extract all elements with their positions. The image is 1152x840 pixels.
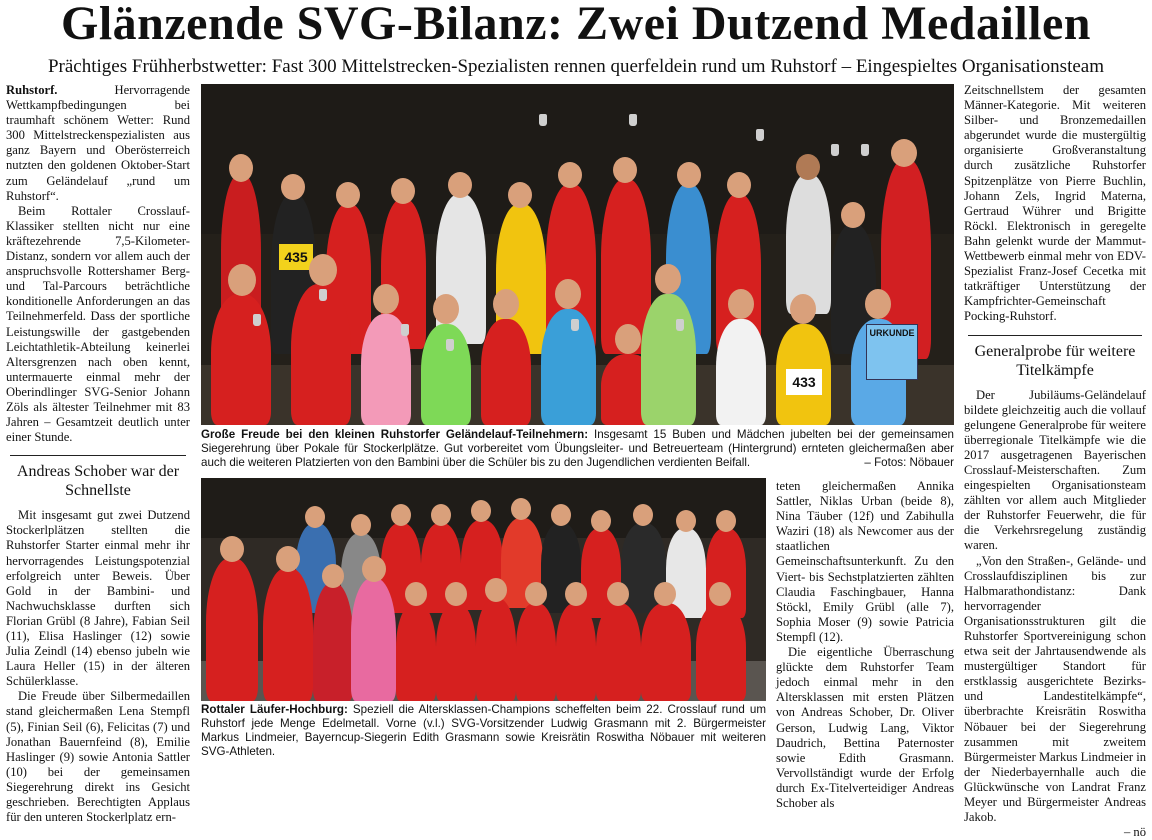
photo-1-caption (201, 428, 954, 470)
headline: Glänzende SVG-Bilanz: Zwei Dutzend Medaillen (61, 0, 1091, 50)
section-title-schober: Andreas Schober war der Schnellste (10, 455, 186, 500)
photo-2-caption-title: Rottaler Läufer-Hochburg: (201, 703, 348, 716)
paragraph-2: Beim Rottaler Crosslauf-Klassiker stellten nicht nur eine kräftezehrende 7,5-Kilometer-Distanz, sondern vor allem auch der anspruchsvolle Rottershamer Berg- und Tal-Parcours beträchtliche konditionelle Anforderungen an das Teilnehmerfeld. Dass der sportliche Leistungswille der gastgebenden Leichtathletik-Abteilung keinerlei Altersgrenzen nach oben kennt, untermauerte einmal mehr der Oberindlinger SVG-Senior Johann Zöls als ältester Teilnehmer mit 83 Jahren – Gesamtzeit deutlich unter einer Stunde. (6, 203, 190, 445)
col4-paragraph-3: „Von den Straßen-, Gelände- und Crosslaufdisziplinen bis zur Halbmarathondistanz: Dank hervorragender Organisationsstrukturen gilt die Ruhstorfer Sportvereinigung schon etwa seit der Jahrtausendwende als mustergültiger Standort für erstklassig ausgerichtete Bezirks- und Landestitelkämpfe“, überbrachte Kreisrätin Roswitha Nöbauer bei der Siegerehrung zusammen mit zweitem Bürgermeister Markus Lindmeier in der Niederbayernhalle auch die Glückwünsche von Landrat Franz Meyer und Bürgermeister Andreas Jakob. (964, 553, 1146, 825)
bib-433: 433 (786, 369, 822, 395)
photo-kids-trophies (201, 84, 954, 425)
photo-2-caption-text: Speziell die Altersklassen-Champions scheffelten beim 22. Crosslauf rund um Ruhstorf jede Menge Edelmetall. Vorne (v.l.) SVG-Vorsitzender Ludwig Grasmann mit 2. Bürgermeister Markus Lindmeier, Bayerncup-Siegerin Edith Grasmann sowie Kreisrätin Roswitha Nöbauer mit weiteren SVG-Athleten. (201, 703, 767, 758)
article-column-1 (6, 83, 190, 825)
bib-435: 435 (279, 244, 313, 270)
photo-adult-runners (201, 478, 766, 701)
col3-paragraph-2: Die eigentliche Überraschung glückte dem Ruhstorfer Team jedoch einmal mehr in den Altersklassen mit ersten Plätzen von Andreas Schober, Dr. Oliver Gerson, Ludwig Lang, Viktor Daudrich, Bettina Paternoster sowie Edith Grasmann. Vervollständigt wurde der Erfolg durch Ex-Titelverteidiger Andreas Schober als (776, 645, 954, 810)
photo-1-caption-title: Große Freude bei den kleinen Ruhstorfer Geländelauf-Teilnehmern: (201, 428, 589, 441)
certificate-sign: URKUNDE (866, 324, 918, 380)
author-initials: – nö (1123, 825, 1146, 840)
photo-2-caption (201, 703, 766, 759)
subheadline: Prächtiges Frühherbstwetter: Fast 300 Mittelstrecken-Spezialisten rennen querfeldein rund um Ruhstorf – Eingespieltes Organisationsteam (47, 56, 1104, 77)
col4-paragraph-1: Zeitschnellstem der gesamten Männer-Kategorie. Mit weiteren Silber- und Bronzemedaillen abgerundet wurde die mustergültig organisierte Großveranstaltung durch zusätzliche Ruhstorfer Spitzenplätze von Pierre Buchlin, Johann Zels, Ingrid Materna, Gertraud Wührer und Brigitte Röckl. Elektronisch in geregelte Bahn gelenkt wurde der Mammut-Wettbewerb einmal mehr von EDV-Spezialist Franz-Josef Cecetka mit tatkräftiger Unterstützung der Kampfrichter-Gemeinschaft Pocking-Ruhstorf. (964, 83, 1146, 324)
dateline: Ruhstorf. (6, 83, 58, 97)
article-column-4 (964, 83, 1146, 840)
paragraph-1 (6, 83, 190, 204)
photo-1-caption-text: Insgesamt 15 Buben und Mädchen jubelten bei der gemeinsamen Siegerehrung über Pokale für Stockerlplätze. Gut vorbereitet vom Übungsleiter- und Betreuerteam (Hintergrund) ernteten gleichermaßen aber auch die weiteren Platzierten von den Bambini über die Schüler bis zu den Jugendlichen verdienten Beifall. (201, 428, 954, 469)
article-column-3 (776, 479, 954, 811)
paragraph-3: Mit insgesamt gut zwei Dutzend Stockerlplätzen stellten die Ruhstorfer Starter einmal mehr ihr hervorragendes Leistungspotenzial erfolgreich unter Beweis. Über Gold in der Bambini- und Nachwuchsklasse durften sich Florian Grübl (8 Jahre), Fabian Seil (11), Elisa Haslinger (12) sowie Julia Zeindl (14) ebenso jubeln wie Laura Heller (15) in der älteren Schülerklasse. (6, 508, 190, 689)
paragraph-1-text: Hervorragende Wettkampfbedingungen bei traumhaft schönem Wetter: Rund 300 Mittelstreckenspezialisten aus ganz Bayern und Oberösterreich nutzten den goldenen Oktober-Start zum Geländelauf „rund um Ruhstorf“. (6, 83, 190, 203)
photo-credit: – Fotos: Nöbauer (864, 456, 954, 469)
col4-paragraph-2: Der Jubiläums-Geländelauf bildete gleichzeitig auch die vollauf gelungene Generalprobe für weitere überregionale Titelkämpfe wie die 2017 ausgetragenen Bayerischen Crosslauf-Meisterschaften. Zum eingespielten Organisationsteam zählten vor allem auch Mitglieder der Ruhstorfer Feuerwehr, die für die Verkehrsregelung zuständig waren. (964, 387, 1146, 553)
section-title-generalprobe: Generalprobe für weitere Titelkämpfe (968, 335, 1142, 380)
col3-paragraph-1: teten gleichermaßen Annika Sattler, Niklas Urban (beide 8), Nina Täuber (12f) und Zabihulla Waziri (18) als Newcomer aus der staatlichen Gemeinschaftsunterkunft. Zu den Viert- bis Sechstplatzierten zählten Claudia Faschingbauer, Hanna Stöckl, Emily Grübl (alle 7), Sophia Moser (9) sowie Patricia Stempfl (12). (776, 479, 954, 644)
paragraph-4: Die Freude über Silbermedaillen stand gleichermaßen Lena Stempfl (5), Finian Seil (6), Felicitas (7) und Jonathan Bauernfeind (8), Emilie Haslinger (9) sowie Antonia Sattler (10) bei der gemeinsamen Siegerehrung direkt ins Gesicht geschrieben. Berechtigten Applaus für den unteren Stockerlplatz ern- (6, 689, 190, 825)
